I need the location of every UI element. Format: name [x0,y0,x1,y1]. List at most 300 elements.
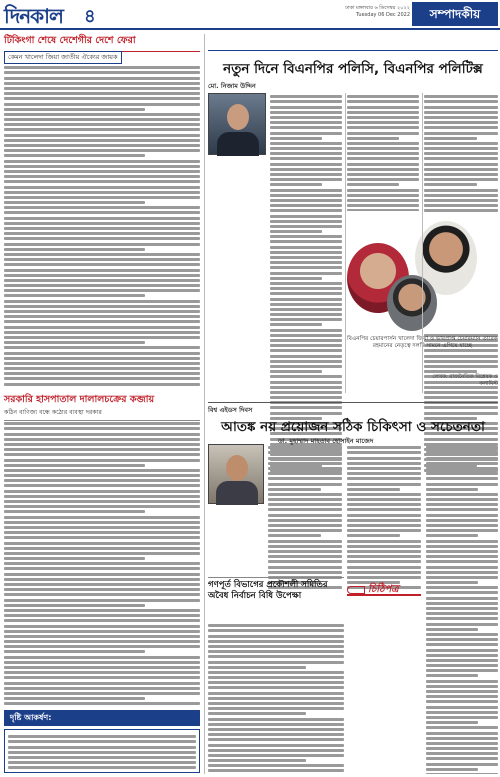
text-line [4,258,200,261]
text-line [426,768,478,771]
text-line [347,519,421,522]
text-line [347,555,421,558]
text-line [426,586,498,589]
text-line [424,370,477,373]
text-line [347,540,421,543]
letters-banner [347,582,421,596]
text-line [424,199,498,202]
text-line [270,292,342,295]
text-line [270,137,322,140]
text-line [270,183,322,186]
page-number: ৪ [84,6,96,27]
text-line [270,189,342,192]
text-line [426,503,498,506]
column-divider [204,34,205,774]
text-line [424,126,498,129]
text-line [4,635,200,638]
text-line [270,323,322,326]
column-divider [345,93,346,393]
text-line [347,137,399,140]
feature-author-photo [208,444,264,504]
text-line [4,676,200,679]
text-line [424,100,498,103]
text-line [270,111,342,114]
text-line [208,728,344,731]
text-line [268,462,342,465]
text-line [270,121,342,124]
text-line [347,576,421,579]
text-line [268,503,342,506]
text-line [4,320,200,323]
text-line [4,547,200,550]
left-article-headline: টিকিংগা শেষে দেশেগীর দেশে ফেরা [4,34,200,52]
text-line [426,659,498,662]
text-line [4,144,200,147]
text-line [4,383,200,386]
text-line [4,433,200,436]
text-line [208,744,344,747]
text-line [270,375,342,378]
text-line [4,604,145,607]
text-line [4,567,200,570]
left-article-subhead [4,51,200,64]
text-line [426,726,498,729]
text-line [4,661,200,664]
text-line [270,381,342,384]
text-line [4,160,200,163]
text-line [426,607,498,610]
text-line [208,712,306,715]
text-line [270,349,342,352]
text-line [4,625,200,628]
text-line [426,700,498,703]
text-line [347,178,419,181]
editorial-headline: নতুন দিনে বিএনপির পলিসি, বিএনপির পলিটিক্স [223,61,483,77]
text-line [4,640,200,643]
feature-column-3 [426,444,498,774]
text-line [426,674,478,677]
text-line [4,526,200,529]
text-line [424,194,498,197]
text-line [426,462,498,465]
text-line [208,754,344,757]
text-line [8,735,196,738]
text-line [426,695,498,698]
text-line [4,206,200,209]
letters-rule [208,577,344,578]
text-line [4,536,200,539]
text-line [347,163,419,166]
text-line [347,483,421,486]
text-line [424,173,498,176]
text-line [426,711,498,714]
text-line [426,545,498,548]
text-line [347,498,421,501]
section-title: সম্পাদকীয় [412,2,498,26]
text-line [8,772,196,774]
text-line [426,685,498,688]
text-line [347,488,400,491]
text-line [347,457,421,460]
letters-body [208,622,344,772]
text-line [426,633,498,636]
editorial-column-2 [347,93,419,211]
text-line [208,692,344,695]
text-line [4,77,200,80]
text-line [208,666,306,669]
text-line [424,178,498,181]
text-line [270,168,342,171]
text-line [424,95,498,98]
text-line [270,344,342,347]
text-line [270,303,342,306]
text-line [4,427,200,430]
text-line [426,716,498,719]
text-line [347,189,419,192]
text-line [268,493,342,496]
text-line [268,524,342,527]
text-line [270,246,342,249]
text-line [268,508,342,511]
text-line [268,467,342,470]
text-line [426,602,498,605]
text-line [424,106,498,109]
text-line [426,555,498,558]
text-line [426,488,478,491]
text-line [426,457,498,460]
text-line [4,453,200,456]
text-line [270,334,342,337]
text-line [4,484,200,487]
text-line [4,87,200,90]
text-line [4,588,200,591]
hospital-article-headline: সরকারি হাসপাতাল দালালচক্রের কব্জায় [4,394,155,405]
text-line [268,446,342,449]
text-line [4,269,200,272]
text-line [4,542,200,545]
text-line [4,552,200,555]
text-line [270,318,342,321]
text-line [268,457,342,460]
text-line [270,126,342,129]
text-line [208,723,344,726]
text-line [208,733,344,736]
text-line [4,289,200,292]
text-line [4,469,200,472]
text-line [4,305,200,308]
text-line [270,370,322,373]
issue-date [300,5,410,19]
text-line [4,326,200,329]
text-line [4,521,200,524]
text-line [4,377,200,380]
text-line [208,671,344,674]
text-line [426,493,498,496]
text-line [426,612,498,615]
hospital-article-body [4,420,200,705]
text-line [347,121,419,124]
text-line [426,638,498,641]
text-line [270,282,342,285]
text-line [4,341,145,344]
text-line [4,71,200,74]
letters-banner-label: চিঠিপত্র [368,584,399,595]
text-line [347,142,419,145]
text-line [426,591,498,594]
masthead [0,0,500,30]
text-line [347,116,419,119]
editorial-signature: লেখক: রাজনৈতিক বিশ্লেষক ও কলামিস্ট [432,374,498,387]
text-line [4,154,145,157]
text-line [270,360,342,363]
text-line [4,139,200,142]
text-line [4,573,200,576]
text-line [347,529,421,532]
text-line [4,82,200,85]
text-line [268,545,342,548]
text-line [4,170,200,173]
text-line [270,277,322,280]
text-line [270,215,342,218]
text-line [424,209,498,212]
text-line [347,204,419,207]
text-line [208,629,344,632]
text-line [270,396,342,399]
notice-box [4,729,200,773]
text-line [208,749,344,752]
text-line [4,443,200,446]
text-line [270,163,342,166]
text-line [4,505,200,508]
text-line [426,742,498,745]
text-line [268,560,342,563]
text-line [426,773,498,774]
text-line [270,152,342,155]
text-line [4,516,200,519]
text-line [4,222,200,225]
text-line [4,243,200,246]
text-line [426,690,498,693]
text-line [426,566,498,569]
left-article-body [4,64,200,388]
editorial-author: মো. নিজাম উদ্দিন [208,82,256,90]
text-line [426,498,498,501]
text-line [4,562,200,565]
text-line [424,168,498,171]
text-line [347,173,419,176]
text-line [426,737,498,740]
text-line [426,628,478,631]
text-line [424,189,498,192]
text-line [8,746,196,749]
text-line [4,645,200,648]
hospital-article-subhead: কঠিন বাণিজ্য বন্ধে কঠোর ব্যবস্থা দরকার [4,407,200,421]
text-line [347,462,421,465]
text-line [347,550,421,553]
text-line [270,261,342,264]
text-line [4,97,200,100]
text-line [208,697,344,700]
text-line [347,183,399,186]
text-line [4,666,200,669]
text-line [4,186,200,189]
text-line [4,464,145,467]
text-line [268,571,342,574]
text-line [4,702,200,705]
text-line [4,108,145,111]
portrait-photo [387,275,437,331]
text-line [347,560,421,563]
text-line [208,655,344,658]
text-line [208,718,344,721]
text-line [426,514,498,517]
text-line [268,540,342,543]
text-line [208,645,344,648]
text-line [347,199,419,202]
text-line [208,650,344,653]
text-line [4,331,200,334]
text-line [4,697,145,700]
text-line [424,111,498,114]
text-line [4,315,200,318]
text-line [347,152,419,155]
text-line [4,211,200,214]
text-line [4,237,200,240]
text-line [347,126,419,129]
text-line [4,692,200,695]
text-line [426,649,498,652]
text-line [270,287,342,290]
text-line [270,339,342,342]
text-line [270,116,342,119]
text-line [208,624,344,627]
text-line [426,540,498,543]
text-line [270,194,342,197]
text-line [4,191,200,194]
left-subhead-box: কেমন খালেদা জিয়া জাতীয় ঐক্যের জায়ক [4,51,122,64]
text-line [268,519,342,522]
text-line [4,578,200,581]
text-line [4,149,200,152]
text-line [4,165,200,168]
text-line [4,128,200,131]
text-line [270,240,342,243]
text-line [426,477,498,480]
text-line [424,152,498,155]
column-divider [422,93,423,393]
text-line [4,687,200,690]
text-line [426,519,498,522]
text-line [424,365,498,368]
text-line [424,204,498,207]
text-line [4,490,200,493]
text-line [8,756,196,759]
text-line [426,706,498,709]
text-line [4,372,200,375]
text-line [270,355,342,358]
text-line [424,360,498,363]
text-line [4,274,200,277]
text-line [347,545,421,548]
text-line [4,346,200,349]
text-line [347,147,419,150]
text-line [4,609,200,612]
text-line [208,738,344,741]
text-line [4,557,145,560]
text-line [4,227,200,230]
text-line [208,640,344,643]
text-line [208,635,344,638]
text-line [426,757,498,760]
text-line [347,467,421,470]
text-line [268,529,342,532]
text-line [347,106,419,109]
text-line [347,493,421,496]
text-line [426,508,498,511]
text-line [347,477,421,480]
text-line [268,472,342,475]
text-line [4,196,200,199]
text-line [426,654,498,657]
notice-box-title: দৃষ্টি আকর্ষণ: [4,710,200,726]
text-line [347,508,421,511]
text-line [270,209,342,212]
text-line [426,747,498,750]
text-line [426,576,498,579]
text-line [4,474,200,477]
text-line [426,529,498,532]
text-line [4,232,200,235]
text-line [270,365,342,368]
text-line [208,686,344,689]
text-line [424,147,498,150]
text-line [270,157,342,160]
text-line [4,294,145,297]
text-line [268,451,342,454]
text-line [268,534,321,537]
text-line [4,92,200,95]
text-line [424,396,498,399]
text-line [426,617,498,620]
text-line [270,298,342,301]
text-line [424,183,477,186]
text-line [347,168,419,171]
text-line [208,759,306,762]
text-line [4,362,200,365]
text-line [4,448,200,451]
text-line [4,217,200,220]
text-line [8,740,196,743]
text-line [347,514,421,517]
text-line [268,483,342,486]
text-line [270,272,342,275]
text-line [424,391,498,394]
newspaper-logo: দিনকাল [4,4,63,28]
text-line [347,451,421,454]
text-line [8,761,196,764]
text-line [347,111,419,114]
text-line [347,194,419,197]
text-line [347,132,419,135]
text-line [270,313,342,316]
text-line [270,178,342,181]
text-line [268,488,321,491]
pen-icon [347,586,365,594]
text-line [270,95,342,98]
text-line [8,751,196,754]
text-line [4,336,200,339]
text-line [208,661,344,664]
